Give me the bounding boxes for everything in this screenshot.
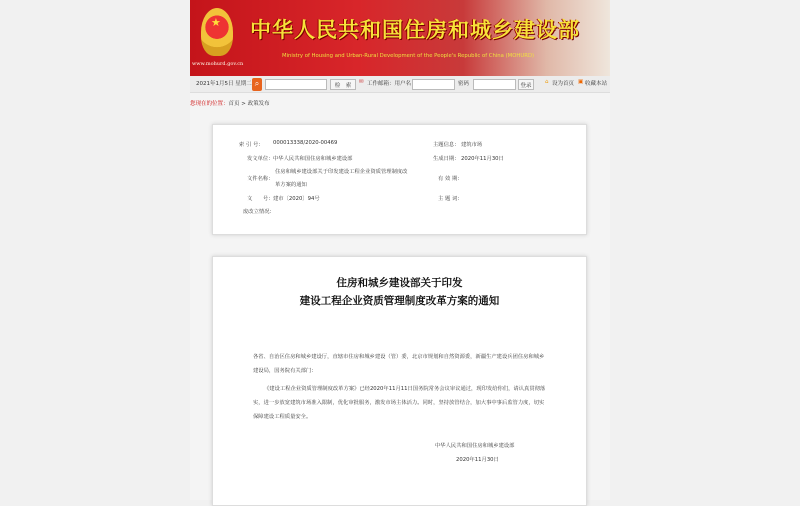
document-body: 《建设工程企业资质管理制度改革方案》已经2020年11月11日国务院常务会议审议通过，现印发给你们，请认真贯彻落实，进一步放宽建筑市场准入限制，优化审批服务，激发市场主体活力。同时，坚持放管结合，加大事中事后监管力度，切实保障建设工程质量安全。 xyxy=(253,386,546,420)
name-label: 文件名称： xyxy=(247,176,274,182)
document-sign-date: 2020年11月30日 xyxy=(456,457,499,463)
breadcrumb-label: 您现在的位置： xyxy=(190,101,229,107)
page-container xyxy=(190,0,610,500)
site-title: 中华人民共和国住房和城乡建设部 xyxy=(250,18,580,42)
issuer-label: 发文单位： xyxy=(247,156,274,162)
document-salutation: 各省、自治区住房和城乡建设厅，直辖市住房和城乡建设（管）委，北京市规划和自然资源委，新疆生产建设兵团住房和城乡建设局，国务院有关部门： xyxy=(253,354,545,374)
document-metadata xyxy=(212,124,587,235)
breadcrumb-path[interactable]: 首页 > 政策发布 xyxy=(228,101,270,107)
breadcrumb xyxy=(190,99,270,107)
name-value-line1: 住房和城乡建设部关于印发建设工程企业资质管理制度改 xyxy=(275,169,408,175)
bookmark-link[interactable]: 收藏本站 xyxy=(585,81,608,87)
set-home-link[interactable]: 设为首页 xyxy=(552,81,575,87)
index-label: 索 引 号： xyxy=(239,142,264,148)
search-button[interactable]: 检 索 xyxy=(330,79,356,90)
status-label: 废改立情况： xyxy=(243,209,275,215)
mail-label: 工作邮箱：用户名 xyxy=(367,81,412,87)
valid-label: 有 效 期： xyxy=(438,176,463,182)
toolbar xyxy=(190,76,610,93)
home-icon: ⌂ xyxy=(545,79,549,85)
document-title xyxy=(213,274,586,310)
number-label: 文 号： xyxy=(247,196,274,202)
name-value-line2: 革方案的通知 xyxy=(275,182,307,188)
mail-icon: ✉ xyxy=(359,79,364,85)
date-label: 生成日期： xyxy=(433,156,460,162)
login-button[interactable]: 登录 xyxy=(518,79,534,90)
topic-label: 主题信息： xyxy=(433,142,460,148)
username-input[interactable] xyxy=(412,79,455,90)
topic-value: 建筑市场 xyxy=(461,142,483,148)
site-subtitle: Ministry of Housing and Urban-Rural Development of the People's Republic of China (MOHURD) xyxy=(282,53,535,59)
bookmark-icon: ▣ xyxy=(578,79,584,85)
site-banner xyxy=(190,0,610,76)
date-value: 2020年11月30日 xyxy=(461,156,504,162)
document-signature: 中华人民共和国住房和城乡建设部 xyxy=(435,443,515,449)
keyword-label: 主 题 词： xyxy=(438,196,463,202)
password-input[interactable] xyxy=(473,79,516,90)
search-icon: ⌕ xyxy=(252,78,262,91)
document-title-line2: 建设工程企业资质管理制度改革方案的通知 xyxy=(299,295,500,307)
index-value: 000013338/2020-00469 xyxy=(273,140,338,146)
current-date: 2021年1月5日 星期二 xyxy=(196,81,252,87)
number-value: 建市〔2020〕94号 xyxy=(273,196,320,202)
password-label: 密码 xyxy=(458,81,470,87)
search-input[interactable] xyxy=(265,79,327,90)
document-content xyxy=(212,256,587,506)
site-url: www.mohurd.gov.cn xyxy=(192,61,244,67)
issuer-value: 中华人民共和国住房和城乡建设部 xyxy=(273,156,353,162)
document-title-line1: 住房和城乡建设部关于印发 xyxy=(336,277,463,289)
national-emblem-icon xyxy=(201,8,233,56)
